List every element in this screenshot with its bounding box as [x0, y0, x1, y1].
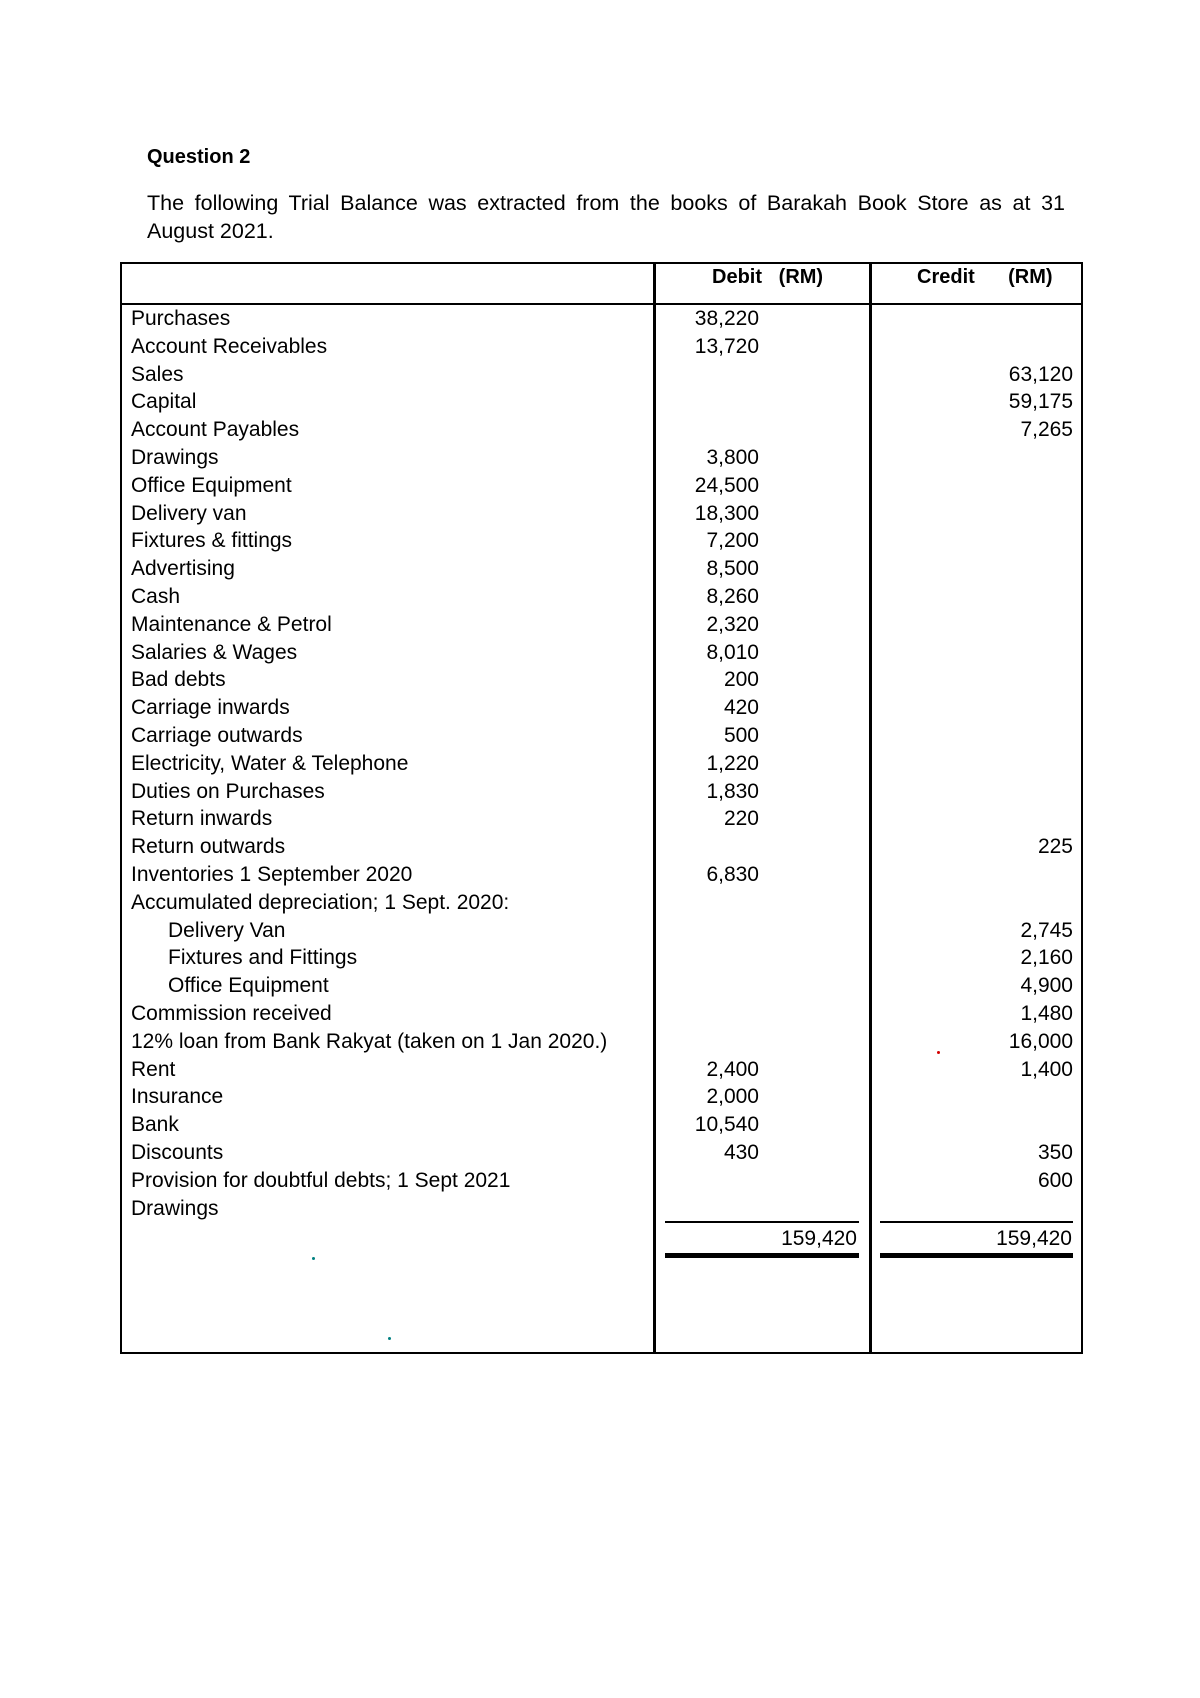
row-credit-amount: 225 [1037, 835, 1073, 859]
table-row [120, 416, 1083, 444]
row-label: Accumulated depreciation; 1 Sept. 2020: [131, 890, 510, 914]
row-debit-amount: 420 [723, 696, 759, 720]
row-label: Carriage outwards [131, 723, 303, 747]
table-row [120, 444, 1083, 472]
table-row [120, 1083, 1083, 1111]
row-label: Cash [131, 584, 181, 608]
table-row [120, 833, 1083, 861]
table-row [120, 972, 1083, 1000]
credit-total-top-rule [880, 1221, 1073, 1223]
row-label: Commission received [131, 1001, 332, 1025]
row-label: 12% loan from Bank Rakyat (taken on 1 Jan 2020.) [131, 1029, 608, 1053]
table-row [120, 639, 1083, 667]
row-debit-amount: 220 [723, 807, 759, 831]
table-row [120, 555, 1083, 583]
row-debit-amount: 2,000 [706, 1085, 759, 1109]
table-row [120, 472, 1083, 500]
row-label: Discounts [131, 1140, 224, 1164]
intro-paragraph: The following Trial Balance was extracted from the books of Barakah Book Store as at 31 August 2021. [147, 191, 1065, 243]
table-row [120, 361, 1083, 389]
row-label: Insurance [131, 1085, 224, 1109]
table-row [120, 1000, 1083, 1028]
table-row [120, 1139, 1083, 1167]
row-credit-amount: 4,900 [1020, 974, 1073, 998]
table-row [120, 1056, 1083, 1084]
row-debit-amount: 38,220 [694, 307, 759, 330]
table-row [120, 1111, 1083, 1139]
table-row [120, 611, 1083, 639]
row-label: Salaries & Wages [131, 640, 298, 664]
table-row [120, 388, 1083, 416]
row-debit-amount: 24,500 [694, 473, 759, 497]
question-title: Question 2 [147, 146, 251, 168]
trial-balance-rows [120, 305, 1083, 1222]
speck-red [937, 1051, 940, 1054]
row-label: Account Receivables [131, 334, 328, 358]
row-label: Fixtures & fittings [131, 529, 293, 553]
row-label: Fixtures and Fittings [168, 946, 358, 970]
row-debit-amount: 2,400 [706, 1057, 759, 1081]
row-debit-amount: 10,540 [694, 1113, 759, 1137]
row-label: Rent [131, 1057, 176, 1081]
row-label: Sales [131, 362, 184, 386]
table-row [120, 861, 1083, 889]
row-debit-amount: 18,300 [694, 501, 759, 525]
row-debit-amount: 8,010 [706, 640, 759, 664]
table-row [120, 500, 1083, 528]
table-row [120, 694, 1083, 722]
table-row [120, 305, 1083, 333]
row-label: Purchases [131, 307, 231, 330]
table-row [120, 750, 1083, 778]
debit-total-top-rule [665, 1221, 859, 1223]
table-row [120, 722, 1083, 750]
table-row [120, 1195, 1083, 1223]
row-label: Delivery van [131, 501, 247, 525]
row-credit-amount: 350 [1037, 1140, 1073, 1164]
row-debit-amount: 430 [723, 1140, 759, 1164]
speck-teal [388, 1337, 391, 1340]
row-debit-amount: 200 [723, 668, 759, 692]
table-row [120, 944, 1083, 972]
row-debit-amount: 8,260 [706, 584, 759, 608]
row-credit-amount: 2,745 [1020, 918, 1073, 942]
table-row [120, 889, 1083, 917]
row-label: Account Payables [131, 418, 300, 442]
row-label: Return outwards [131, 835, 286, 859]
table-row [120, 805, 1083, 833]
table-row [120, 778, 1083, 806]
speck-teal [312, 1257, 315, 1260]
row-credit-amount: 59,175 [1008, 390, 1073, 414]
row-label: Maintenance & Petrol [131, 612, 332, 636]
row-debit-amount: 2,320 [706, 612, 759, 636]
row-label: Office Equipment [168, 974, 329, 998]
row-label: Carriage inwards [131, 696, 290, 720]
row-debit-amount: 1,830 [706, 779, 759, 803]
row-credit-amount: 1,400 [1020, 1057, 1073, 1081]
row-label: Drawings [131, 445, 219, 469]
row-label: Bad debts [131, 668, 226, 692]
row-credit-amount: 2,160 [1020, 946, 1073, 970]
row-debit-amount: 8,500 [706, 557, 759, 581]
credit-total: 159,420 [996, 1227, 1072, 1250]
row-label: Capital [131, 390, 197, 414]
row-debit-amount: 7,200 [706, 529, 759, 553]
row-credit-amount: 1,480 [1020, 1001, 1073, 1025]
header-credit: Credit (RM) [917, 266, 1053, 288]
row-label: Drawings [131, 1196, 219, 1220]
row-debit-amount: 13,720 [694, 334, 759, 358]
header-debit: Debit (RM) [712, 266, 824, 288]
row-credit-amount: 600 [1037, 1168, 1073, 1192]
row-credit-amount: 63,120 [1008, 362, 1073, 386]
row-credit-amount: 16,000 [1008, 1029, 1073, 1053]
table-row [120, 333, 1083, 361]
row-credit-amount: 7,265 [1020, 418, 1073, 442]
debit-total: 159,420 [781, 1227, 857, 1250]
row-label: Electricity, Water & Telephone [131, 751, 409, 775]
row-label: Provision for doubtful debts; 1 Sept 2021 [131, 1168, 511, 1192]
table-row [120, 583, 1083, 611]
table-row [120, 917, 1083, 945]
table-row [120, 666, 1083, 694]
row-label: Advertising [131, 557, 235, 581]
row-label: Duties on Purchases [131, 779, 325, 803]
row-label: Delivery Van [168, 918, 286, 942]
row-debit-amount: 1,220 [706, 751, 759, 775]
row-label: Bank [131, 1113, 179, 1137]
table-row [120, 527, 1083, 555]
row-debit-amount: 500 [723, 723, 759, 747]
debit-total-double-rule [665, 1253, 859, 1258]
row-label: Inventories 1 September 2020 [131, 862, 413, 886]
row-label: Office Equipment [131, 473, 292, 497]
row-debit-amount: 3,800 [706, 445, 759, 469]
credit-total-double-rule [880, 1253, 1073, 1258]
row-label: Return inwards [131, 807, 273, 831]
row-debit-amount: 6,830 [706, 862, 759, 886]
table-row [120, 1167, 1083, 1195]
